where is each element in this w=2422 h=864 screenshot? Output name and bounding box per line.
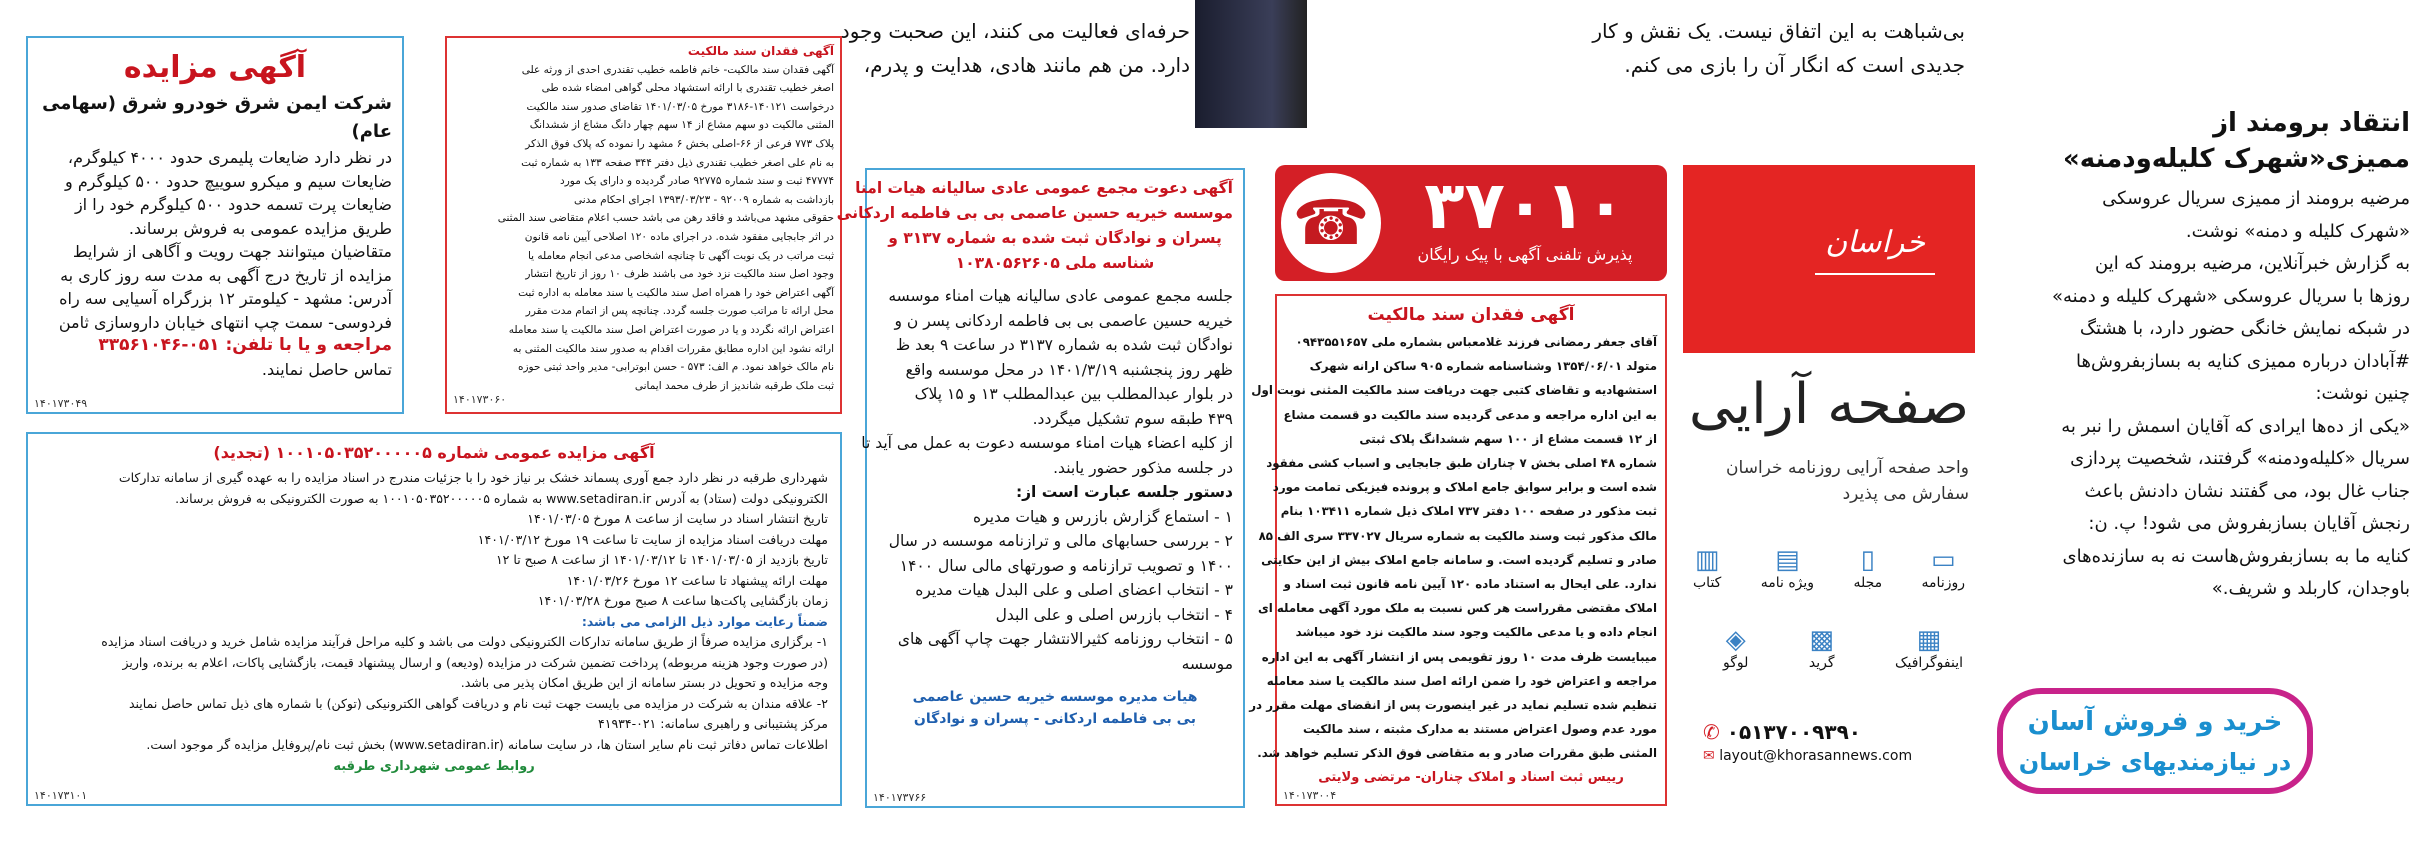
ad-title-line: آگهی دعوت مجمع عمومی عادی سالیانه هیات امنا xyxy=(855,179,1233,197)
ad-line: ندارد. علی ایحال به استناد ماده ۱۲۰ آیین نامه قانون ثبت اسناد و xyxy=(1283,577,1657,592)
side-article-line: سریال «کلیله‌ودمنه» گرفتند، شخصیت پردازی xyxy=(2070,448,2410,469)
ad-lost-deed-2-title: آگهی فقدان سند مالکیت xyxy=(1367,305,1575,325)
layout-ad-desc xyxy=(1689,455,1969,507)
service-newspaper xyxy=(1922,545,1965,605)
service-label: گرید xyxy=(1808,655,1835,671)
ad-line: ۴۷۷۷۴ ثبت و سند شماره ۹۲۷۷۵ صادر گردیده و دارای یک مورد xyxy=(560,175,834,188)
ad-title-line: پسران و نوادگان ثبت شده به شماره ۳۱۳۷ و xyxy=(888,229,1222,247)
service-special xyxy=(1761,545,1814,605)
service-label: اینفوگرافیک xyxy=(1894,655,1963,671)
ad-line: ۲ - بررسی حسابهای مالی و ترازنامه موسسه در سال xyxy=(888,532,1233,550)
contact-email xyxy=(1703,748,1963,764)
phone-icon: ✆ xyxy=(1703,720,1720,744)
ad-line: اصغر خطیب تقندری با ارائه استشهاد محلی گواهی امضاء شده طی xyxy=(541,82,834,95)
ad-line: ارائه نشود این اداره مطابق مقررات اقدام به صدور سند مالکیت المثنی به xyxy=(512,342,834,355)
ad-rules-title: ضمناً رعایت موارد ذیل الزامی می باشد: xyxy=(581,613,828,629)
ad-line: ضایعات سیم و میکرو سوییچ حدود ۵۰۰ کیلوگرم و xyxy=(65,171,392,191)
ad-line: شده است و برابر سوابق جامع املاک و پرونده فیزیکی تمامت مورد xyxy=(1272,480,1657,495)
service-label: ویژه نامه xyxy=(1760,575,1815,591)
ad-line: در اثر جابجایی مفقود شده. در اجرای ماده ۱۲۰ اصلاحی آیین نامه قانون xyxy=(524,230,834,243)
ad-code: ۱۴۰۱۷۳۱۰۱ xyxy=(34,789,88,802)
ad-lost-deed-1-title: آگهی فقدان سند مالکیت xyxy=(687,44,834,58)
ad-line: حقوقی مشهد می‌باشد و فاقد رهن می باشد حسب اعلام متقاضی سند المثنی xyxy=(497,212,834,225)
top-article-line: حرفه‌ای فعالیت می کنند، این صحبت وجود xyxy=(840,19,1190,43)
side-article-body xyxy=(2002,183,2410,606)
phone-ad-number: ۳۷۰۱۰ xyxy=(1424,167,1626,244)
ad-line: المثنی مالکیت دو سهم مشاع از ۱۴ سهم چهار دانگ مشاع از ششدانگ xyxy=(529,119,834,132)
contact-phone xyxy=(1703,720,1963,744)
ad-line: زمان بازگشایی پاکت‌ها ساعت ۸ صبح مورخ ۱۴۰۱/۰۳/۲۸ xyxy=(537,593,828,608)
ad-line: مراجعه و اعتراض خود را ضمن ارائه اصل سند مالکیت یا سند معامله xyxy=(1266,673,1657,688)
layout-ad-contact xyxy=(1703,720,1963,764)
ad-line: ۱۴۰۰ و تصویب ترازنامه و صورتهای مالی سال ۱۴۰۰ xyxy=(899,556,1233,575)
ad-title-line: شناسه ملی ۱۰۳۸۰۵۶۲۶۰۵ xyxy=(955,254,1155,272)
service-grid xyxy=(1809,625,1835,685)
ad-line: ۵ - انتخاب روزنامه کثیرالانتشار جهت چاپ آگهی های xyxy=(897,630,1233,648)
services-row-2 xyxy=(1723,625,1963,685)
service-label: کتاب xyxy=(1693,575,1722,591)
ad-public-auction-footer: روابط عمومی شهرداری طرقبه xyxy=(333,759,535,774)
ad-line: مرکز پشتیبانی و راهبری سامانه: ۰۲۱-۴۱۹۳۴ xyxy=(598,716,828,731)
magazine-icon: ▯ xyxy=(1860,545,1875,575)
ad-line: المثنی طبق مقررات صادر و به متقاضی فوق الذکر تسلیم خواهد شد. xyxy=(1257,746,1657,761)
phone-ad xyxy=(1275,165,1667,281)
ad-line: ۱- برگزاری مزایده صرفاً از طریق سامانه تدارکات الکترونیکی دولت می باشد و کلیه مراحل فرآیند مزایده شامل خرید و دریافت اسناد مزایده xyxy=(101,634,828,649)
side-article-line: مرضیه برومند از ممیزی سریال عروسکی xyxy=(2102,188,2410,209)
ad-line: از کلیه اعضاء هیات امناء موسسه دعوت به عمل می آید تا xyxy=(861,434,1233,452)
ad-line: در جلسه مذکور حضور یابند. xyxy=(1053,458,1233,477)
ad-agenda-title: دستور جلسه عبارت است از: xyxy=(1015,483,1233,501)
ad-line: ۳ - انتخاب اعضای اصلی و علی البدل هیات مدیره xyxy=(915,581,1233,599)
phone-icon-circle xyxy=(1281,173,1381,273)
ad-auction-company: شرکت ایمن شرق خودرو شرق (سهامی عام) xyxy=(42,93,392,142)
ad-line: تاریخ انتشار اسناد در سایت از ساعت ۸ مورخ ۱۴۰۱/۰۳/۰۵ xyxy=(527,511,828,526)
grid-icon: ▩ xyxy=(1809,625,1834,655)
side-article xyxy=(2002,105,2410,606)
ad-code: ۱۴۰۱۷۳۰۴۹ xyxy=(34,397,88,410)
ad-line: (در صورت وجود هزینه مربوطه) پرداخت تضمین شرکت در مزایده (ودیعه) و ارسال پیشنهاد قیمت، بازگشایی پاکات، اعلام به برنده، واریز xyxy=(122,654,828,670)
ad-line: مزایده از تاریخ درج آگهی به مدت سه روز کاری به xyxy=(60,265,392,285)
ad-line: وجود اصل سند مالکیت نزد خود می باشند ظرف ۱۰ روز از تاریخ انتشار xyxy=(525,268,834,281)
ad-line: ثبت ملک طرقبه شاندیز از طرف محمد ایمانی xyxy=(634,379,834,392)
ad-line: در نظر دارد ضایعات پلیمری حدود ۴۰۰۰ کیلوگرم، xyxy=(67,148,392,167)
ad-code: ۱۴۰۱۷۳۰۰۴ xyxy=(1283,789,1337,802)
ad-line: ثبت مذکور در صفحه ۱۰۰ دفتر ۷۳۷ املاک ذیل شماره ۱۰۳۴۱۱ بنام xyxy=(1280,504,1657,519)
ad-line: مهلت ارائه پیشنهاد تا ساعت ۱۲ مورخ ۱۴۰۱/۰۳/۲۶ xyxy=(566,572,828,588)
top-article-line: جدیدی است که انگار آن را بازی می کنم. xyxy=(1624,53,1965,77)
ad-lost-deed-2 xyxy=(1249,294,1667,806)
ad-lost-deed-2-signature: رییس ثبت اسناد و املاک چناران- مرتضی ولایتی xyxy=(1318,769,1624,785)
ad-line: انجام داده و یا مدعی مالکیت وجود سند مالکیت نزد خود میباشد xyxy=(1295,625,1657,640)
ad-line: آقای جعفر رمضانی فرزند غلامعباس بشماره ملی ۰۹۴۳۵۵۱۶۵۷ xyxy=(1295,335,1657,349)
brand-logo: خراسان xyxy=(1825,225,1925,260)
ad-lost-deed-1 xyxy=(445,36,842,414)
ad-line: پلاک ۷۷۳ فرعی از ۶۶-اصلی بخش ۶ مشهد را نموده که پلاک فوق الذکر xyxy=(525,137,834,150)
ad-line: آگهی اعتراض خود را همراه اصل سند مالکیت یا سند معامله به اداره ثبت xyxy=(518,286,834,299)
service-book xyxy=(1693,545,1721,605)
ad-line: شهرداری طرقبه در نظر دارد جمع آوری پسماند خشک بر نیاز خود را با جزئیات مندرج در اسناد مزایده را به عهده گیری از سامانه تدارکات xyxy=(118,470,828,485)
top-article-col-left xyxy=(830,14,1190,82)
brand-underline xyxy=(1815,273,1935,275)
top-article-col-right xyxy=(1592,14,1965,82)
newspaper-icon: ▭ xyxy=(1930,545,1956,575)
services-row xyxy=(1693,545,1965,605)
layout-ad-desc-line: سفارش می پذیرد xyxy=(1842,484,1969,504)
side-article-line: کنایه ما به بسازبفروش‌هاست نه به سازنده‌های xyxy=(2062,545,2410,567)
ad-line: اطلاعات تماس دفاتر ثبت نام سایر استان ها، در سایت سامانه (www.setadiran.ir) بخش ثبت نام/پروفایل مزایده گر موجود است. xyxy=(146,736,828,752)
ad-line: از ۱۲ قسمت مشاع از ۱۰۰ سهم ششدانگ پلاک ثبتی xyxy=(1359,431,1657,446)
ad-line: تنظیم شده تسلیم نماید در غیر اینصورت پس از انقضای مهلت مقرر در xyxy=(1249,698,1657,713)
service-infographic xyxy=(1895,625,1963,685)
ad-title-line: موسسه خیریه حسین عاصمی بی بی فاطمه اردکانی xyxy=(836,204,1233,222)
ad-line: ۴۳۹ طبقه سوم تشکیل میگردد. xyxy=(1032,409,1233,428)
side-article-line: باوجدان، کاربلد و شریف.» xyxy=(2211,578,2410,599)
service-label: روزنامه xyxy=(1921,575,1965,591)
ad-signature-line: بی بی فاطمه اردکانی - پسران و نوادگان xyxy=(913,711,1197,727)
ad-line: الکترونیکی دولت (ستاد) به آدرس www.setadiran.ir به شماره ۱۰۰۱۰۵۰۳۵۲۰۰۰۰۰۵ به صورت الکترونیکی به فروش برساند. xyxy=(175,490,828,506)
ad-line: متقاضیان میتوانند جهت رویت و آگاهی از شرایط xyxy=(72,242,392,261)
ad-line: تماس حاصل نمایند. xyxy=(261,359,392,379)
top-article-line: بی‌شباهت به این اتفاق نیست. یک نقش و کار xyxy=(1592,19,1965,43)
service-magazine xyxy=(1853,545,1882,605)
ad-line: املاک مقتضی مقرراست هر کس نسبت به ملک مورد آگهی معامله ای xyxy=(1257,601,1657,616)
ad-line: مهلت دریافت اسناد مزایده از سایت تا ساعت ۱۹ مورخ ۱۴۰۱/۰۳/۱۲ xyxy=(477,531,828,547)
ad-phone-line: مراجعه و یا با تلفن: ۰۵۱-۳۳۵۶۱۰۴۶ xyxy=(98,335,392,355)
ad-invitation xyxy=(836,168,1245,808)
layout-ad-desc-line: واحد صفحه آرایی روزنامه خراسان xyxy=(1726,458,1969,478)
ad-line: به نام علی اصغر خطیب تقندری ذیل دفتر ۳۴۴ صفحه ۱۳۳ به شماره ثبت xyxy=(521,156,834,169)
portrait-photo-fragment xyxy=(1195,0,1335,128)
contact-email-address: layout@khorasannews.com xyxy=(1719,748,1913,764)
ad-code: ۱۴۰۱۷۳۷۶۶ xyxy=(873,791,927,804)
ad-lost-deed-2-body xyxy=(1249,330,1657,766)
infographic-icon: ▦ xyxy=(1916,625,1942,655)
ad-line: تاریخ بازدید از ۱۴۰۱/۰۳/۰۵ تا ۱۴۰۱/۰۳/۱۲ از ساعت ۸ صبح تا ۱۲ xyxy=(495,552,828,567)
ad-line: نام مالک خواهد نمود. م الف: ۵۷۳ - حسن ابوترابی- مدیر واحد ثبتی حوزه xyxy=(517,361,834,374)
ad-auction-body xyxy=(38,146,392,381)
ad-line: درخواست ۱۴۰۱۲۱-۳۱۸۶ مورخ ۱۴۰۱/۰۳/۰۵ تقاضای صدور سند مالکیت xyxy=(526,100,834,113)
ad-invitation-signature xyxy=(877,686,1233,730)
ad-public-auction-body xyxy=(40,468,828,755)
ad-line: ۱ - استماع گزارش بازرس و هیات مدیره xyxy=(973,507,1233,526)
ad-line: استشهادیه و تقاضای کتبی جهت دریافت سند مالکیت المثنی نوبت اول xyxy=(1251,383,1657,398)
ad-line: خیریه حسین عاصمی بی بی فاطمه اردکانی پسر ن و xyxy=(894,311,1233,330)
ad-line: در بلوار عبدالمطلب بین عبدالمطلب ۱۳ و ۱۵ پلاک xyxy=(914,385,1233,403)
ad-line: موسسه xyxy=(1181,654,1233,673)
ad-line: بازداشت به شماره ۹۲۰۰۹ - ۱۳۹۳/۰۳/۲۳ اجرای احکام مدنی xyxy=(573,193,834,206)
ad-line: آدرس: مشهد - کیلومتر ۱۲ بزرگراه آسیایی سه راه xyxy=(59,289,392,308)
phone-icon: ☎ xyxy=(1292,186,1370,259)
mail-icon: ✉ xyxy=(1703,748,1715,764)
ad-auction xyxy=(26,36,404,414)
side-article-headline: انتقاد برومند از xyxy=(2213,108,2410,138)
ad-public-auction xyxy=(26,432,842,806)
ad-line: ثبت مراتب در یک نوبت آگهی تا چنانچه اشخاصی مدعی انجام معامله یا xyxy=(527,249,834,262)
ad-line: نوادگان ثبت شده به شماره ۳۱۳۷ در ساعت ۹ بعد ظ xyxy=(895,336,1233,354)
buy-sell-line-1: خرید و فروش آسان xyxy=(2027,707,2283,737)
puppet-photo-fragment xyxy=(2060,0,2218,50)
ad-line: صادر و تسلیم گردیده است. و سامانه جامع املاک بیش از این حکایتی xyxy=(1261,552,1657,567)
side-article-line: «یکی از ده‌ها ایرادی که آقایان اسمش را نبر به xyxy=(2061,415,2410,437)
layout-ad-banner xyxy=(1683,165,1975,353)
service-logo xyxy=(1723,625,1748,685)
ad-line: ۲- علاقه مندان به شرکت در مزایده می بایست جهت ثبت نام و دریافت گواهی الکترونیکی (توکن) با شماره های ذیل تماس حاصل نمایند xyxy=(128,695,828,711)
ad-invitation-title xyxy=(836,176,1233,276)
ad-line: شماره ۴۸ اصلی بخش ۷ چناران طبق جابجایی و اسباب کشی مفقود xyxy=(1266,456,1657,471)
ad-line: ظهر روز پنجشنبه ۱۴۰۱/۳/۱۹ در محل موسسه واقع xyxy=(905,360,1233,379)
ad-invitation-body xyxy=(861,284,1233,676)
side-article-line: چنین نوشت: xyxy=(2315,383,2410,404)
ad-line: میبایست ظرف مدت ۱۰ روز تقویمی پس از انتشار آگهی به این اداره xyxy=(1261,649,1657,664)
ad-line: ضایعات پرت تسمه حدود ۵۰۰ کیلوگرم خود را از xyxy=(74,195,392,214)
ad-line: به این اداره مراجعه و مدعی گردیده سند مالکیت دو قسمت مشاع xyxy=(1283,407,1657,422)
service-label: مجله xyxy=(1853,575,1883,591)
ad-line: مالک مذکور ثبت وسند مالکیت به شماره سریال ۳۳۷۰۲۷ سری الف ۸۵ xyxy=(1258,528,1657,543)
service-label: لوگو xyxy=(1723,655,1749,671)
layout-ad-title: صفحه آرایی xyxy=(1688,372,1970,437)
buy-sell-badge xyxy=(1997,688,2313,794)
ad-auction-title: آگهی مزایده xyxy=(123,50,307,85)
ad-line: وجه مزایده و تحویل در بستر سامانه از این طریق امکان پذیر می باشد. xyxy=(460,675,828,690)
ad-line: ۴ - انتخاب بازرس اصلی و علی البدل xyxy=(995,605,1233,624)
ad-line: متولد ۱۳۵۴/۰۶/۰۱ وشناسنامه شماره ۹۰۵ ساکن ارانه شهرک xyxy=(1309,359,1657,374)
phone-ad-subtitle: پذیرش تلفنی آگهی با پیک رایگان xyxy=(1417,245,1633,264)
side-article-line: رنجش آقایان بسازبفروش می شود! پ. ن: xyxy=(2088,513,2410,534)
top-article-line: دارد. من هم مانند هادی، هدایت و پدرم، xyxy=(863,53,1190,77)
side-article-headline: ممیزی«شهرک کلیله‌ودمنه» xyxy=(2062,144,2410,174)
special-edition-icon: ▤ xyxy=(1775,545,1800,575)
ad-line: جلسه مجمع عمومی عادی سالیانه هیات امناء موسسه xyxy=(888,287,1233,305)
ad-public-auction-title: آگهی مزایده عمومی شماره ۱۰۰۱۰۵۰۳۵۲۰۰۰۰۰۵ (تجدید) xyxy=(213,443,655,462)
side-article-line: #آبادان درباره ممیزی کنایه به بسازبفروش‌ها xyxy=(2076,350,2410,372)
side-article-line: به گزارش خبرآنلاین، مرضیه برومند که این xyxy=(2095,253,2410,274)
ad-line: محل ارائه تا مراتب صورت جلسه گردد. چنانچه پس از اتمام مدت مقرر xyxy=(525,305,834,318)
ad-line: مورد عدم وصول اعتراض مستند به مدارک مثبته ، سند مالکیت xyxy=(1303,722,1657,737)
logo-icon: ◈ xyxy=(1725,625,1746,655)
side-article-line: جناب غال بود، می گفتند نشان دادنش باعث xyxy=(2084,480,2410,502)
book-icon: ▥ xyxy=(1694,545,1720,575)
ad-line: آگهی فقدان سند مالکیت- خانم فاطمه خطیب تقندری احدی از ورثه علی xyxy=(521,63,834,76)
side-article-line: «شهرک کلیله و دمنه» نوشت. xyxy=(2185,220,2410,242)
buy-sell-line-2: در نیازمندیهای خراسان xyxy=(2018,748,2292,776)
ad-line: طریق مزایده عمومی به فروش برساند. xyxy=(128,218,392,238)
side-article-line: در شبکه نمایش خانگی حضور دارد، با هشتگ xyxy=(2079,318,2410,339)
ad-signature-line: هیات مدیره موسسه خیریه حسین عاصمی xyxy=(912,689,1198,705)
ad-line: فردوسی- سمت چپ انتهای خیابان داروسازی ثامن xyxy=(58,312,392,332)
contact-phone-number: ۰۵۱۳۷۰۰۹۳۹۰ xyxy=(1726,720,1862,744)
ad-line: اعتراض ارائه نگردد و یا در صورت اعتراض اصل سند مالکیت یا سند معامله xyxy=(508,323,834,336)
side-article-line: روزها با سریال عروسکی «شهرک کلیله و دمنه» xyxy=(2051,285,2410,307)
ad-code: ۱۴۰۱۷۳۰۶۰ xyxy=(453,393,507,407)
layout-ad xyxy=(1683,165,1975,785)
